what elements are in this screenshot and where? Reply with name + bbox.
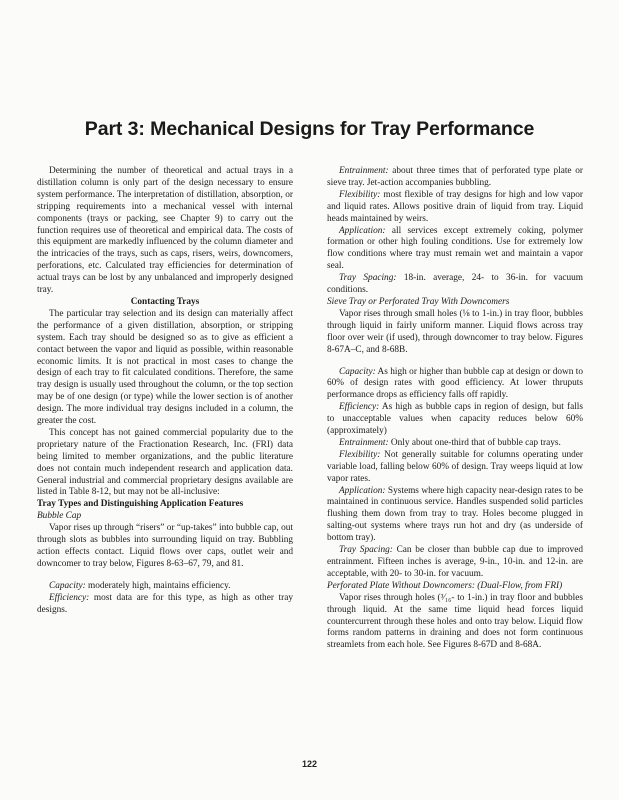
- sieve-capacity: [327, 367, 583, 403]
- capacity-text: moderately high, maintains efficiency.: [85, 580, 231, 591]
- sieve-paragraph: Vapor rises through small holes (⅛ to 1-in.) in tray floor, bubbles through liquid in fairly uniform manner. Liquid flows across tray floor over weir (if used), through downcomer to tray below. Figures 8-67A–C, and 8-68B.: [327, 308, 583, 355]
- subheading-perforated-plate: Perforated Plate Without Downcomers: (Dual-Flow, from FRI): [327, 580, 563, 591]
- application-label: Application:: [339, 225, 386, 236]
- sieve-efficiency: [327, 402, 583, 438]
- efficiency-text: most data are for this type, as high as other tray designs.: [37, 592, 293, 615]
- entrainment-label: Entrainment:: [339, 166, 389, 176]
- sieve-capacity-label: Capacity:: [339, 366, 376, 377]
- perforated-paragraph: Vapor rises through holes (³⁄₁₆- to 1-in.) in tray floor and bubbles through liquid. At the same time liquid head forces liquid countercurrent through these holes and onto tray below. Liquid flow forms random patterns in draining and does not form continuous streamlets from each hole. See Figures 8-67D and 8-68A.: [327, 592, 583, 651]
- sieve-application-text: Systems where high capacity near-design rates to be maintained in continuous service. Handles suspended solid particles flushing them down from tray to tray. Holes become plugged in salting-out systems where trays run hot and dry (as underside of bottom tray).: [327, 485, 583, 544]
- sieve-capacity-text: As high or higher than bubble cap at design or down to 60% of design rates with good efficiency. At lower thruputs performance drops as efficiency falls off rapidly.: [327, 366, 583, 401]
- sieve-flexibility-text: Not generally suitable for columns operating under variable load, falling below 60% of design. Tray weeps liquid at low vapor rates.: [327, 449, 583, 484]
- contacting-paragraph-2: This concept has not gained commercial popularity due to the proprietary nature of the Fractionation Research, Inc. (FRI) data being limited to member organizations, and the public literature does not contain much independent research and application data. General industrial and commercial proprietary designs available are listed in Table 8-12, but may not be all-inclusive:: [37, 427, 293, 498]
- tray-spacing-text: 18-in. average, 24- to 36-in. for vacuum conditions.: [327, 273, 583, 296]
- page-number: 122: [301, 759, 318, 769]
- sieve-flexibility: [327, 450, 583, 486]
- bubble-cap-capacity: [37, 581, 293, 593]
- left-column: [37, 166, 293, 617]
- sieve-efficiency-text: As high as bubble caps in region of design, but falls to unacceptable values when capacity reduces below 60% (approximately): [327, 402, 583, 437]
- sieve-flexibility-label: Flexibility:: [339, 449, 381, 460]
- application-text: all services except extremely coking, polymer formation or other high fouling conditions. Use for extremely low flow conditions where tray must remain wet and maintain a vapor seal.: [327, 225, 583, 272]
- bubble-cap-application: [327, 226, 583, 274]
- sieve-application: [327, 486, 583, 546]
- sieve-tray-spacing-text: Can be closer than bubble cap due to improved entrainment. Fifteen inches is average, 9-in., 10-in. and 12-in. are acceptable, with 20- to 30-in. for vacuum.: [327, 545, 583, 579]
- contacting-paragraph-1: The particular tray selection and its design can materially affect the performance of a given distillation, absorption, or stripping system. Each tray should be designed so as to give as efficient a contact between the vapor and liquid as possible, within reasonable economic limits. It is not practical in most cases to change the design of each tray to fit calculated conditions. Therefore, the same tray design is usually used throughout the column, or the top section may be of one design (or type) while the lower section is of another design. The more individual tray designs included in a column, the greater the cost.: [37, 308, 293, 427]
- sieve-entrainment-text: Only about one-third that of bubble cap trays.: [388, 437, 561, 448]
- efficiency-label: Efficiency:: [49, 592, 90, 603]
- intro-paragraph: Determining the number of theoretical and actual trays in a distillation column is only part of the design necessary to ensure system performance. The interpretation of distillation, absorption, or stripping requirements into a mechanical vessel with internal components (trays or packing, see Chapter 9) to carry out the function requires use of theoretical and empirical data. The costs of this equipment are markedly influenced by the column diameter and the intricacies of the trays, such as caps, risers, weirs, downcomers, perforations, etc. Calculated tray efficiencies for determination of actual trays can be lost by any unbalanced and improperly designed tray.: [37, 166, 293, 296]
- sieve-tray-spacing-label: Tray Spacing:: [339, 545, 393, 556]
- subheading-bubble-cap: Bubble Cap: [37, 511, 82, 522]
- sieve-application-label: Application:: [339, 485, 386, 496]
- right-column: [327, 166, 583, 652]
- section-heading-contacting-trays: Contacting Trays: [130, 296, 200, 307]
- sieve-tray-spacing: [327, 545, 583, 581]
- sieve-entrainment: [327, 438, 583, 450]
- subheading-sieve-tray: Sieve Tray or Perforated Tray With Downcomers: [327, 296, 510, 307]
- page-title: Part 3: Mechanical Designs for Tray Performance: [84, 118, 535, 140]
- flexibility-text: most flexible of tray designs for high and low vapor and liquid rates. Allows positive drain of liquid from tray. Liquid heads maintained by weirs.: [327, 189, 583, 224]
- bubble-cap-tray-spacing: [327, 273, 583, 297]
- sieve-entrainment-label: Entrainment:: [339, 437, 389, 448]
- capacity-label: Capacity:: [49, 580, 86, 591]
- bubble-cap-paragraph: Vapor rises up through “risers” or “up-takes” into bubble cap, out through slots as bubbles into surrounding liquid on tray. Bubbling action effects contact. Liquid flows over caps, outlet weir and downcomer to tray below, Figures 8-63–67, 79, and 81.: [37, 523, 293, 569]
- flexibility-label: Flexibility:: [339, 189, 381, 200]
- tray-spacing-label: Tray Spacing:: [339, 273, 397, 284]
- bubble-cap-efficiency: [37, 593, 293, 617]
- bubble-cap-entrainment: [327, 166, 583, 190]
- sieve-efficiency-label: Efficiency:: [339, 402, 380, 413]
- entrainment-text: about three times that of perforated type plate or sieve tray. Jet-action accompanies bubbling.: [327, 166, 583, 188]
- bubble-cap-flexibility: [327, 190, 583, 226]
- section-heading-tray-types: Tray Types and Distinguishing Application Features: [37, 499, 244, 510]
